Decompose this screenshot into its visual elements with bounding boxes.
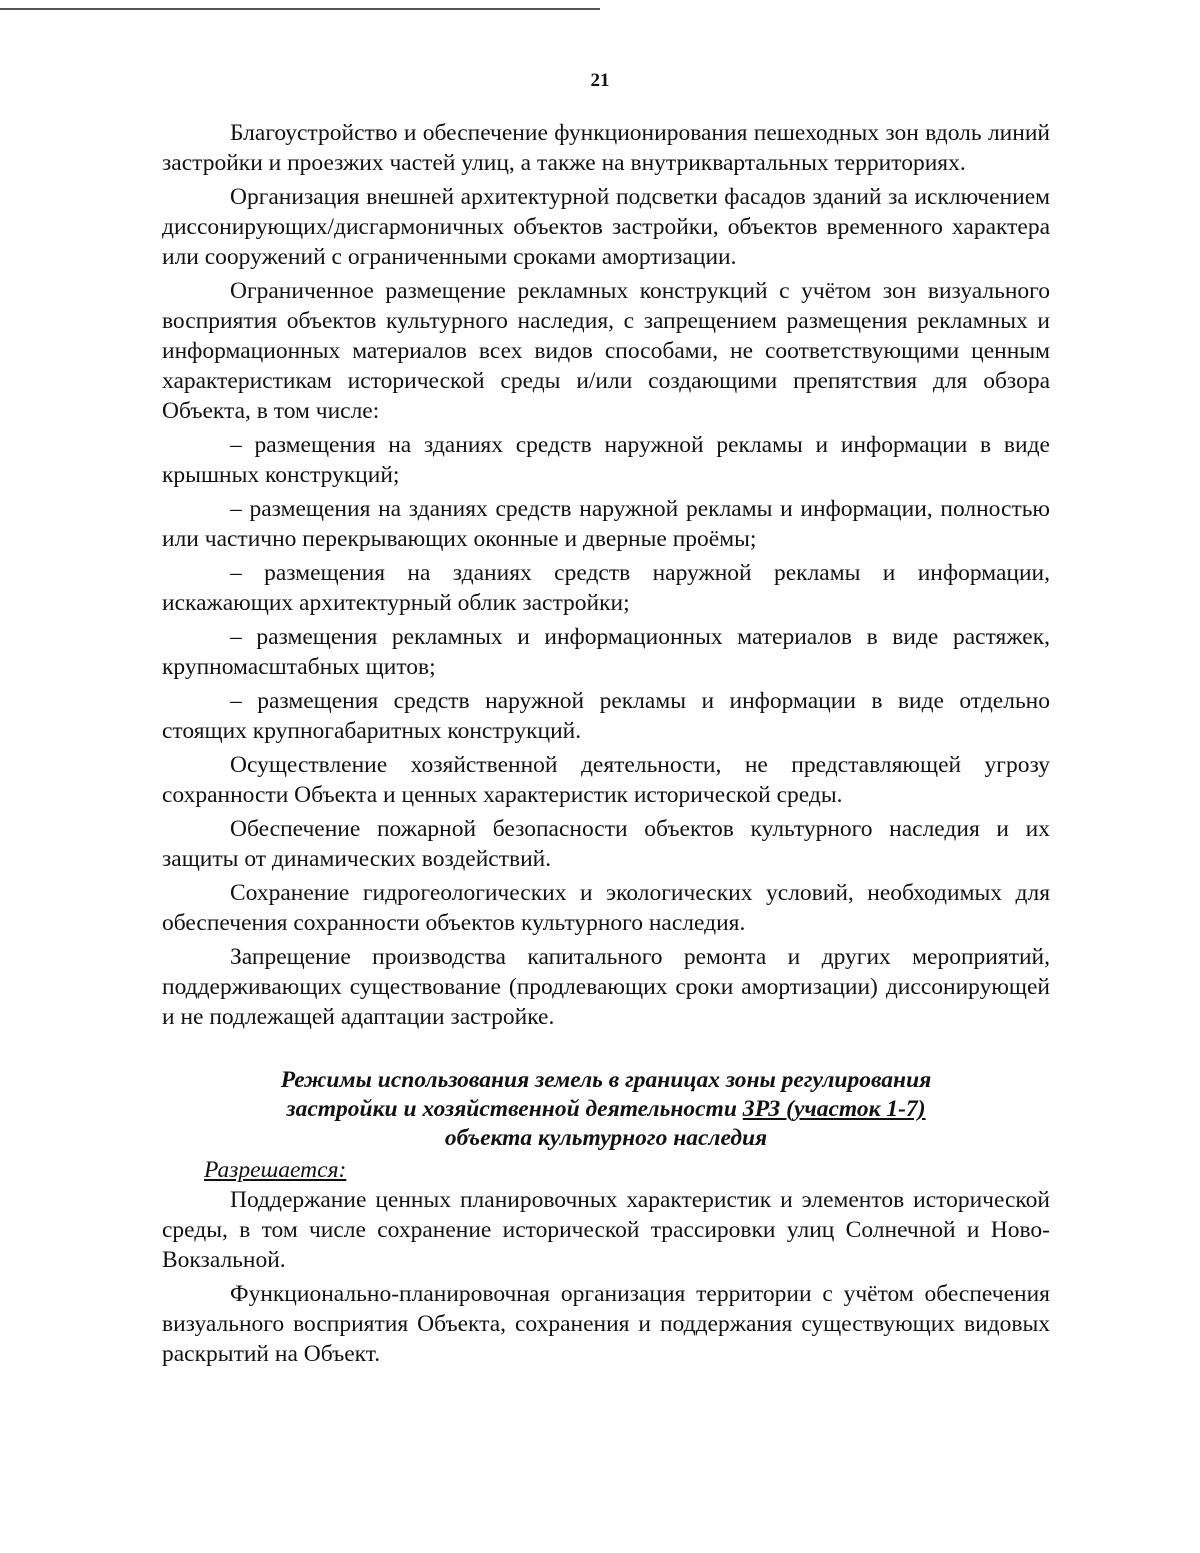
list-item: – размещения на зданиях средств наружной рекламы и информации в виде крышных конструкций; <box>162 432 1050 488</box>
list-item: – размещения на зданиях средств наружной рекламы и информации, полностью или частично перекрывающих оконные и дверные проёмы; <box>162 496 1050 552</box>
zone-code: ЗРЗ (участок 1-7) <box>742 1096 926 1122</box>
paragraph: Благоустройство и обеспечение функционирования пешеходных зон вдоль линий застройки и проезжих частей улиц, а также на внутриквартальных территориях. <box>162 120 1050 176</box>
list-item: – размещения рекламных и информационных материалов в виде растяжек, крупномасштабных щитов; <box>162 624 1050 680</box>
heading-line: Режимы использования земель в границах зоны регулирования <box>280 1067 932 1093</box>
paragraph: Осуществление хозяйственной деятельности, не представляющей угрозу сохранности Объекта и ценных характеристик исторической среды. <box>162 752 1050 808</box>
heading-text: застройки и хозяйственной деятельности <box>286 1096 743 1122</box>
section-heading <box>162 1066 1050 1153</box>
document-body <box>162 118 1050 1373</box>
allowed-label: Разрешается: <box>204 1157 347 1183</box>
paragraph: Поддержание ценных планировочных характеристик и элементов исторической среды, в том числе сохранение исторической трассировки улиц Солнечной и Ново-Вокзальной. <box>162 1187 1050 1273</box>
paragraph: Организация внешней архитектурной подсветки фасадов зданий за исключением диссонирующих/дисгармоничных объектов застройки, объектов временного характера или сооружений с ограниченными сроками амортизации. <box>162 184 1050 270</box>
page-number: 21 <box>590 70 610 91</box>
paragraph: Ограниченное размещение рекламных конструкций с учётом зон визуального восприятия объектов культурного наследия, с запрещением размещения рекламных и информационных материалов всех видов способами, не соответствующими ценным характеристикам исторической среды и/или создающими препятствия для обзора Объекта, в том числе: <box>162 278 1050 424</box>
paragraph: Сохранение гидрогеологических и экологических условий, необходимых для обеспечения сохранности объектов культурного наследия. <box>162 880 1050 936</box>
top-rule <box>0 8 600 10</box>
paragraph: Обеспечение пожарной безопасности объектов культурного наследия и их защиты от динамических воздействий. <box>162 816 1050 872</box>
paragraph: Запрещение производства капитального ремонта и других мероприятий, поддерживающих существование (продлевающих сроки амортизации) диссонирующей и не подлежащей адаптации застройке. <box>162 944 1050 1030</box>
heading-line <box>162 1095 1050 1124</box>
paragraph: Функционально-планировочная организация территории с учётом обеспечения визуального восприятия Объекта, сохранения и поддержания существующих видовых раскрытий на Объект. <box>162 1281 1050 1367</box>
list-item: – размещения средств наружной рекламы и информации в виде отдельно стоящих крупногабаритных конструкций. <box>162 688 1050 744</box>
list-item: – размещения на зданиях средств наружной рекламы и информации, искажающих архитектурный облик застройки; <box>162 560 1050 616</box>
heading-line: объекта культурного наследия <box>444 1125 768 1151</box>
